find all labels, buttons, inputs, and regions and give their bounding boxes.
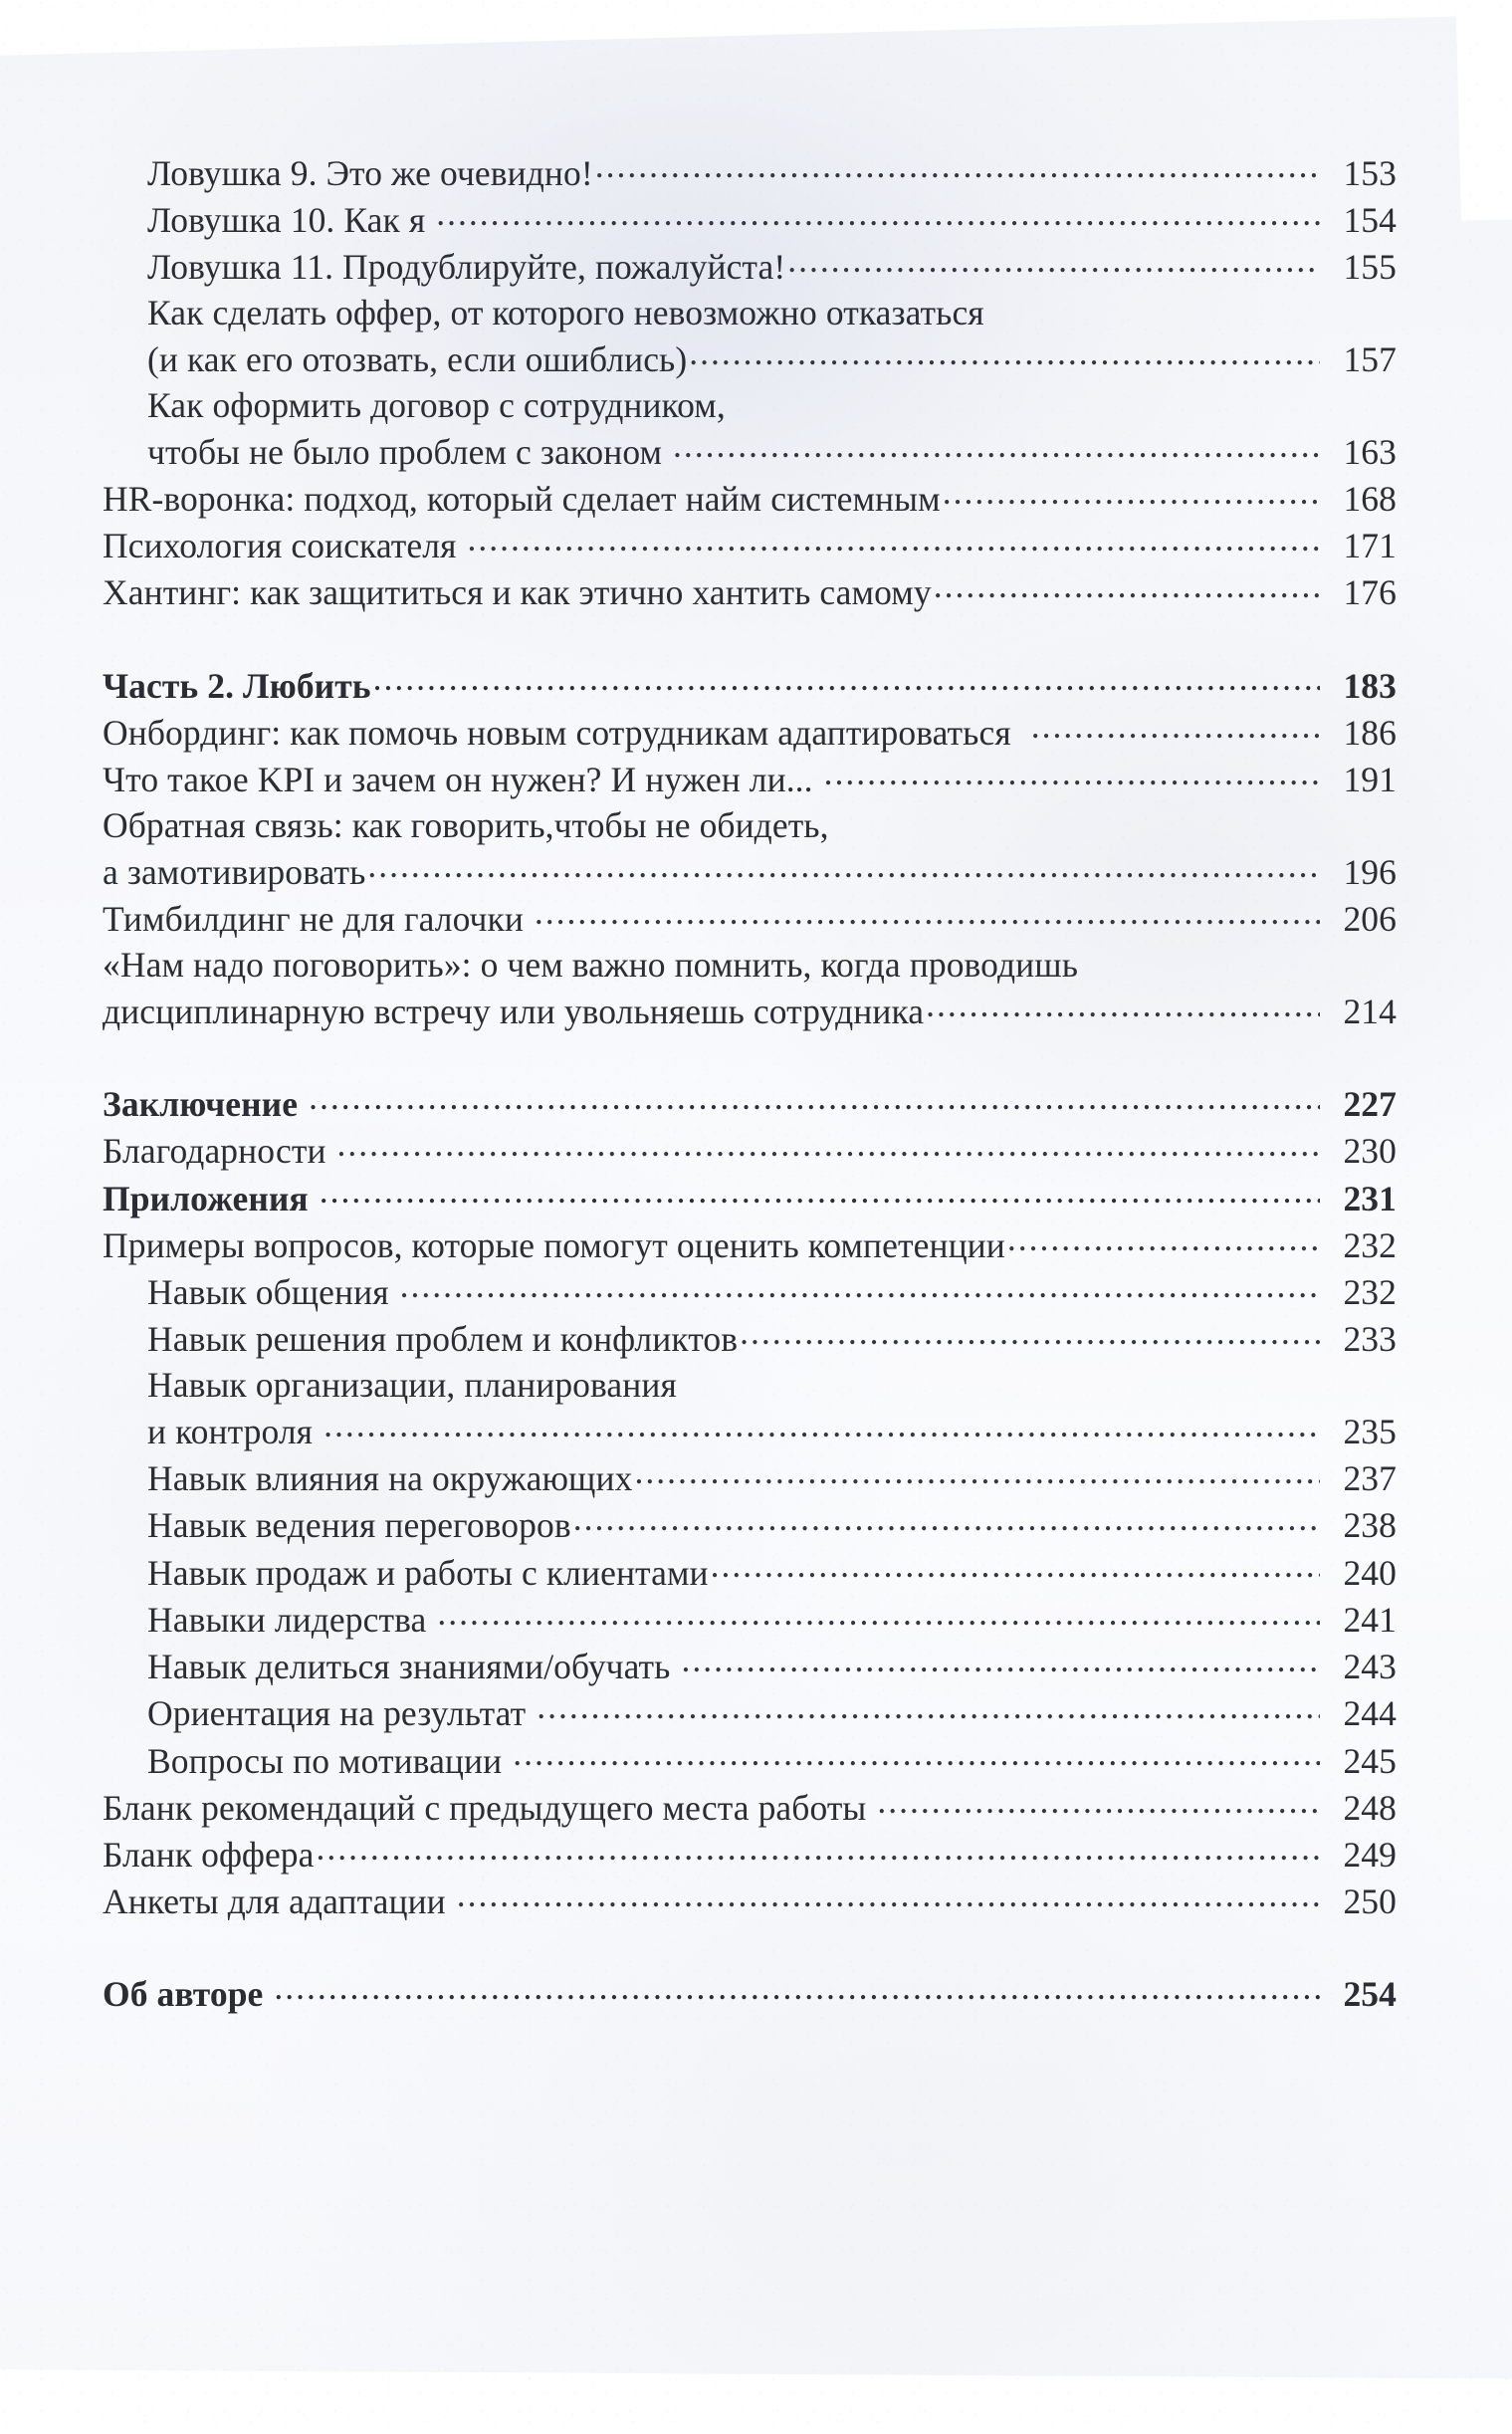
section-spacer (103, 616, 1397, 662)
toc-entry-title: Ловушка 10. Как я (147, 199, 435, 240)
dot-leader (877, 1784, 1320, 1820)
toc-page-number: 230 (1343, 1131, 1397, 1172)
page-edge-bottom (0, 2369, 1512, 2434)
dot-leader (673, 428, 1320, 464)
toc-entry-title: Навык общения (147, 1271, 398, 1312)
toc-entry-last-line (147, 1644, 1397, 1690)
toc-entry-title: Вопросы по мотивации (147, 1740, 512, 1781)
toc-page-number: 163 (1343, 431, 1397, 472)
toc-page-number: 176 (1343, 572, 1397, 613)
dot-leader (1031, 709, 1320, 745)
toc-page-number: 244 (1343, 1693, 1397, 1734)
dot-leader (274, 1971, 1320, 2007)
toc-entry-title: Ловушка 9. Это же очевидно! (147, 152, 593, 193)
toc-entry-last-line (147, 243, 1397, 290)
toc-entry-last-line (103, 475, 1397, 522)
toc-entry-last-line (103, 1879, 1397, 1925)
toc-entry-last-line (103, 1971, 1397, 2018)
toc-entry-title: Навык решения проблем и конфликтов (147, 1319, 739, 1360)
toc-entry-last-line (103, 1831, 1397, 1878)
toc-entry-chast-2-lyubit[interactable] (103, 662, 1397, 709)
dot-leader (634, 1455, 1320, 1491)
toc-page-number: 254 (1343, 1974, 1397, 2015)
toc-entry-title: Навык влияния на окружающих (147, 1458, 633, 1499)
toc-entry-wrap-line (103, 943, 1397, 989)
toc-entry-title: Часть 2. Любить (103, 665, 371, 706)
toc-entry-last-line (103, 1784, 1397, 1831)
dot-leader (711, 1549, 1320, 1585)
toc-entry-lovushka-9[interactable] (103, 149, 1397, 196)
toc-entry-title: (и как его отозвать, если ошиблись) (147, 338, 688, 379)
dot-leader (468, 523, 1321, 558)
toc-page-number: 168 (1343, 478, 1397, 519)
toc-entry-last-line (147, 1268, 1397, 1315)
toc-entry-navyki-liderstva[interactable] (103, 1596, 1397, 1643)
toc-entry-title: и контроля (147, 1412, 323, 1452)
toc-entry-title: Как сделать оффер, от которого невозможно отказаться (147, 292, 984, 332)
toc-entry-title: Навык организации, планирования (147, 1364, 677, 1405)
toc-entry-title: Навык продаж и работы с клиентами (147, 1552, 709, 1593)
toc-page-number: 183 (1343, 665, 1397, 706)
dot-leader (926, 988, 1320, 1023)
dot-leader (367, 848, 1320, 884)
toc-entry-last-line (103, 523, 1397, 569)
toc-entry-navyk-delitsya-znaniyami[interactable] (103, 1644, 1397, 1690)
dot-leader (436, 196, 1320, 232)
dot-leader (309, 1081, 1320, 1117)
toc-entry-title: Навык ведения переговоров (147, 1505, 571, 1546)
toc-entry-title: Благодарности (103, 1131, 335, 1172)
dot-leader (513, 1737, 1320, 1773)
toc-entry-last-line (147, 1549, 1397, 1596)
toc-entry-wrap-line (147, 1363, 1397, 1409)
toc-entry-title: Бланк оффера (103, 1834, 315, 1875)
toc-entry-title: Заключение (103, 1084, 308, 1125)
dot-leader (934, 569, 1320, 605)
toc-entry-title: Анкеты для адаптации (103, 1881, 455, 1922)
toc-entry-last-line (103, 1081, 1397, 1128)
toc-page-number: 248 (1343, 1787, 1397, 1828)
toc-entry-last-line (103, 1221, 1397, 1268)
section-spacer (103, 1925, 1397, 1971)
toc-entry-last-line (103, 1128, 1397, 1175)
toc-entry-navyk-obscheniya[interactable] (103, 1268, 1397, 1315)
toc-entry-navyk-organizacii[interactable] (103, 1363, 1397, 1455)
page-edge-right (1455, 0, 1512, 221)
toc-page-number: 241 (1343, 1599, 1397, 1640)
toc-page-number: 155 (1343, 246, 1397, 287)
toc-page-number: 171 (1343, 526, 1397, 566)
toc-entry-last-line (103, 756, 1397, 802)
toc-page-number: 235 (1343, 1412, 1397, 1452)
toc-page-number: 240 (1343, 1552, 1397, 1593)
toc-entry-ankety-dlya-adaptacii[interactable] (103, 1879, 1397, 1925)
toc-entry-chto-takoe-kpi[interactable] (103, 756, 1397, 802)
toc-entry-hr-voronka[interactable] (103, 475, 1397, 522)
dot-leader (824, 756, 1320, 791)
toc-entry-title: Что такое KPI и зачем он нужен? И нужен ли... (103, 759, 822, 799)
toc-entry-title: Обратная связь: как говорить,чтобы не обидеть, (103, 804, 829, 845)
toc-entry-hanting[interactable] (103, 569, 1397, 616)
toc-page-number: 232 (1343, 1271, 1397, 1312)
toc-entry-title: Навык делиться знаниями/обучать (147, 1647, 680, 1687)
toc-entry-orientaciya-na-rezultat[interactable] (103, 1690, 1397, 1737)
toc-entry-last-line (147, 196, 1397, 243)
toc-page-number: 214 (1343, 991, 1397, 1031)
toc-entry-primery-voprosov[interactable] (103, 1221, 1397, 1268)
table-of-contents (103, 149, 1397, 2018)
toc-entry-title: Бланк рекомендаций с предыдущего места работы (103, 1787, 876, 1828)
toc-entry-navyk-vliyaniya[interactable] (103, 1455, 1397, 1502)
toc-entry-last-line (147, 1455, 1397, 1502)
dot-leader (337, 1128, 1320, 1164)
toc-entry-last-line (103, 662, 1397, 709)
toc-entry-title: Навыки лидерства (147, 1599, 436, 1640)
toc-entry-timbilding[interactable] (103, 896, 1397, 943)
toc-entry-title: дисциплинарную встречу или увольняешь сотрудника (103, 991, 925, 1031)
toc-entry-obratnaya-svyaz[interactable] (103, 803, 1397, 896)
toc-entry-blagodarnosti[interactable] (103, 1128, 1397, 1175)
toc-entry-last-line (147, 1316, 1397, 1363)
toc-entry-blank-rekomendaciy[interactable] (103, 1784, 1397, 1831)
toc-entry-last-line (103, 988, 1397, 1034)
toc-page-number: 238 (1343, 1505, 1397, 1546)
toc-page-number: 227 (1343, 1084, 1397, 1125)
dot-leader (373, 662, 1320, 698)
toc-page-number: 237 (1343, 1458, 1397, 1499)
toc-page-number: 232 (1343, 1224, 1397, 1265)
dot-leader (573, 1502, 1320, 1538)
toc-entry-last-line (103, 896, 1397, 943)
toc-entry-title: «Нам надо поговорить»: о чем важно помнить, когда проводишь (103, 944, 1078, 985)
toc-entry-last-line (147, 1409, 1397, 1455)
toc-page-number: 154 (1343, 199, 1397, 240)
dot-leader (317, 1831, 1320, 1867)
toc-page-number: 249 (1343, 1834, 1397, 1875)
dot-leader (457, 1879, 1320, 1914)
dot-leader (320, 1175, 1320, 1211)
toc-entry-onbording[interactable] (103, 709, 1397, 756)
toc-entry-last-line (147, 1502, 1397, 1549)
toc-page-number: 191 (1343, 759, 1397, 799)
toc-entry-psihologiya-soiskatelya[interactable] (103, 523, 1397, 569)
toc-entry-title: Ловушка 11. Продублируйте, пожалуйста! (147, 246, 786, 287)
toc-entry-navyk-peregovorov[interactable] (103, 1502, 1397, 1549)
toc-entry-title: Психология соискателя (103, 526, 466, 566)
section-spacer (103, 1035, 1397, 1081)
toc-entry-last-line (147, 428, 1397, 475)
toc-entry-lovushka-10[interactable] (103, 196, 1397, 243)
dot-leader (437, 1596, 1320, 1632)
toc-entry-nam-nado-pogovorit[interactable] (103, 943, 1397, 1035)
toc-entry-last-line (103, 709, 1397, 756)
toc-entry-last-line (147, 1596, 1397, 1643)
toc-entry-last-line (103, 848, 1397, 895)
toc-page-number: 153 (1343, 152, 1397, 193)
dot-leader (943, 475, 1320, 511)
toc-entry-wrap-line (147, 291, 1397, 336)
toc-entry-title: Ориентация на результат (147, 1693, 536, 1734)
toc-entry-title: HR-воронка: подход, который сделает найм системным (103, 478, 941, 519)
toc-entry-blank-offera[interactable] (103, 1831, 1397, 1878)
toc-entry-navyk-resheniya-problem[interactable] (103, 1316, 1397, 1363)
toc-page-number: 196 (1343, 851, 1397, 892)
dot-leader (595, 149, 1320, 185)
dot-leader (787, 243, 1320, 279)
toc-entry-title: Как оформить договор с сотрудником, (147, 384, 726, 425)
dot-leader (324, 1409, 1320, 1444)
toc-entry-last-line (147, 1690, 1397, 1737)
toc-entry-voprosy-po-motivacii[interactable] (103, 1737, 1397, 1784)
toc-entry-kak-oformit-dogovor[interactable] (103, 383, 1397, 476)
dot-leader (537, 1690, 1320, 1726)
toc-entry-last-line (103, 569, 1397, 616)
toc-page-number: 206 (1343, 899, 1397, 940)
toc-entry-last-line (147, 335, 1397, 382)
toc-entry-wrap-line (103, 803, 1397, 849)
toc-entry-prilozheniya[interactable] (103, 1175, 1397, 1221)
dot-leader (1007, 1221, 1320, 1257)
dot-leader (535, 896, 1320, 932)
toc-entry-title: Примеры вопросов, которые помогут оценить компетенции (103, 1224, 1005, 1265)
toc-page-number: 245 (1343, 1740, 1397, 1781)
dot-leader (740, 1316, 1320, 1352)
toc-page-number: 250 (1343, 1881, 1397, 1922)
toc-page-number: 231 (1343, 1178, 1397, 1218)
dot-leader (681, 1644, 1320, 1679)
toc-entry-ob-avtore[interactable] (103, 1971, 1397, 2018)
toc-entry-navyk-prodazh[interactable] (103, 1549, 1397, 1596)
toc-entry-title: а замотивировать (103, 851, 366, 892)
toc-entry-last-line (147, 149, 1397, 196)
dot-leader (400, 1268, 1320, 1304)
toc-entry-kak-sdelat-offer[interactable] (103, 291, 1397, 383)
toc-entry-title: Тимбилдинг не для галочки (103, 899, 533, 940)
page-edge-top (0, 0, 1512, 58)
dot-leader (689, 335, 1320, 371)
toc-page-number: 243 (1343, 1647, 1397, 1687)
toc-entry-zaklyuchenie[interactable] (103, 1081, 1397, 1128)
toc-entry-last-line (103, 1175, 1397, 1221)
toc-entry-title: Приложения (103, 1178, 318, 1218)
toc-entry-lovushka-11[interactable] (103, 243, 1397, 290)
toc-page-number: 186 (1343, 712, 1397, 753)
toc-entry-title: Об авторе (103, 1974, 273, 2015)
toc-entry-title: Хантинг: как защититься и как этично хантить самому (103, 572, 932, 613)
toc-entry-last-line (147, 1737, 1397, 1784)
toc-page-number: 157 (1343, 338, 1397, 379)
toc-entry-wrap-line (147, 383, 1397, 429)
toc-entry-title: Онбординг: как помочь новым сотрудникам адаптироваться (103, 712, 1029, 753)
toc-page-number: 233 (1343, 1319, 1397, 1360)
toc-entry-title: чтобы не было проблем с законом (147, 431, 672, 472)
